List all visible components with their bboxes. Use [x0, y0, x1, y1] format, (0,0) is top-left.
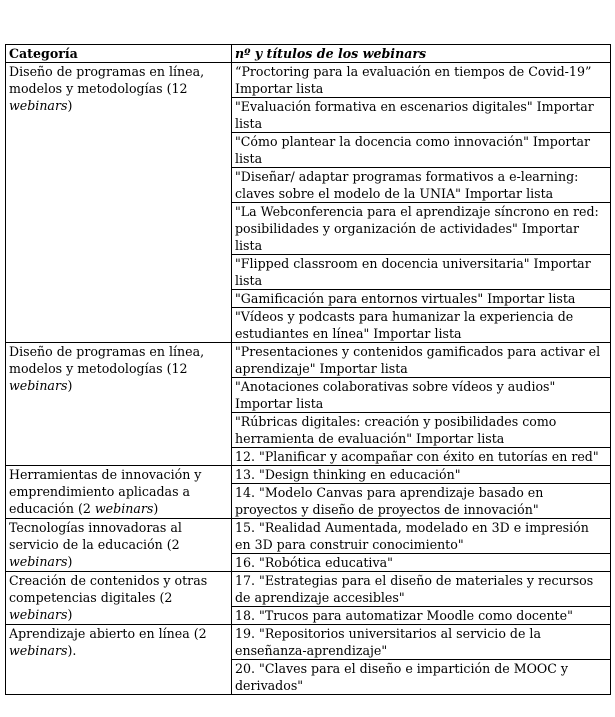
- webinar-title: "La Webconferencia para el aprendizaje síncrono en red: posibilidades y organización de actividades" Importar lista: [232, 203, 611, 255]
- webinar-title: "Cómo plantear la docencia como innovación" Importar lista: [232, 133, 611, 168]
- table-row: [6, 519, 611, 554]
- webinar-title: 12. "Planificar y acompañar con éxito en tutorías en red": [232, 448, 611, 466]
- table-row: [6, 343, 611, 378]
- webinar-title: "Flipped classroom en docencia universitaria" Importar lista: [232, 255, 611, 290]
- webinar-title: 19. "Repositorios universitarios al servicio de la enseñanza-aprendizaje": [232, 625, 611, 660]
- webinar-title: 17. "Estrategias para el diseño de materiales y recursos de aprendizaje accesibles": [232, 572, 611, 607]
- category-cell: Aprendizaje abierto en línea (2 webinars).: [6, 625, 232, 695]
- webinar-title: 16. "Robótica educativa": [232, 554, 611, 572]
- webinar-title: 15. "Realidad Aumentada, modelado en 3D e impresión en 3D para construir conocimiento": [232, 519, 611, 554]
- webinar-title: 13. "Design thinking en educación": [232, 466, 611, 484]
- webinars-table: [5, 44, 611, 695]
- webinar-title: "Diseñar/ adaptar programas formativos a e-learning: claves sobre el modelo de la UNIA" Importar lista: [232, 168, 611, 203]
- header-titles: nº y títulos de los webinars: [232, 45, 611, 63]
- category-cell: Creación de contenidos y otras competencias digitales (2 webinars): [6, 572, 232, 625]
- webinar-title: 14. "Modelo Canvas para aprendizaje basado en proyectos y diseño de proyectos de innovación": [232, 484, 611, 519]
- webinar-title: 18. "Trucos para automatizar Moodle como docente": [232, 607, 611, 625]
- webinar-title: "Presentaciones y contenidos gamificados para activar el aprendizaje" Importar lista: [232, 343, 611, 378]
- table-row: [6, 63, 611, 98]
- header-category: Categoría: [6, 45, 232, 63]
- table-row: [6, 625, 611, 660]
- webinar-title: 20. "Claves para el diseño e impartición de MOOC y derivados": [232, 660, 611, 695]
- table-row: [6, 572, 611, 607]
- webinar-title: "Vídeos y podcasts para humanizar la experiencia de estudiantes en línea" Importar lista: [232, 308, 611, 343]
- webinar-title: "Anotaciones colaborativas sobre vídeos y audios" Importar lista: [232, 378, 611, 413]
- webinar-title: "Gamificación para entornos virtuales" Importar lista: [232, 290, 611, 308]
- webinar-title: "Evaluación formativa en escenarios digitales" Importar lista: [232, 98, 611, 133]
- webinar-title: “Proctoring para la evaluación en tiempos de Covid-19” Importar lista: [232, 63, 611, 98]
- table-row: [6, 466, 611, 484]
- webinar-title: "Rúbricas digitales: creación y posibilidades como herramienta de evaluación" Importar lista: [232, 413, 611, 448]
- category-cell: Herramientas de innovación y emprendimiento aplicadas a educación (2 webinars): [6, 466, 232, 519]
- header-row: [6, 45, 611, 63]
- category-cell: Tecnologías innovadoras al servicio de la educación (2 webinars): [6, 519, 232, 572]
- category-cell: Diseño de programas en línea, modelos y metodologías (12 webinars): [6, 343, 232, 466]
- category-cell: Diseño de programas en línea, modelos y metodologías (12 webinars): [6, 63, 232, 343]
